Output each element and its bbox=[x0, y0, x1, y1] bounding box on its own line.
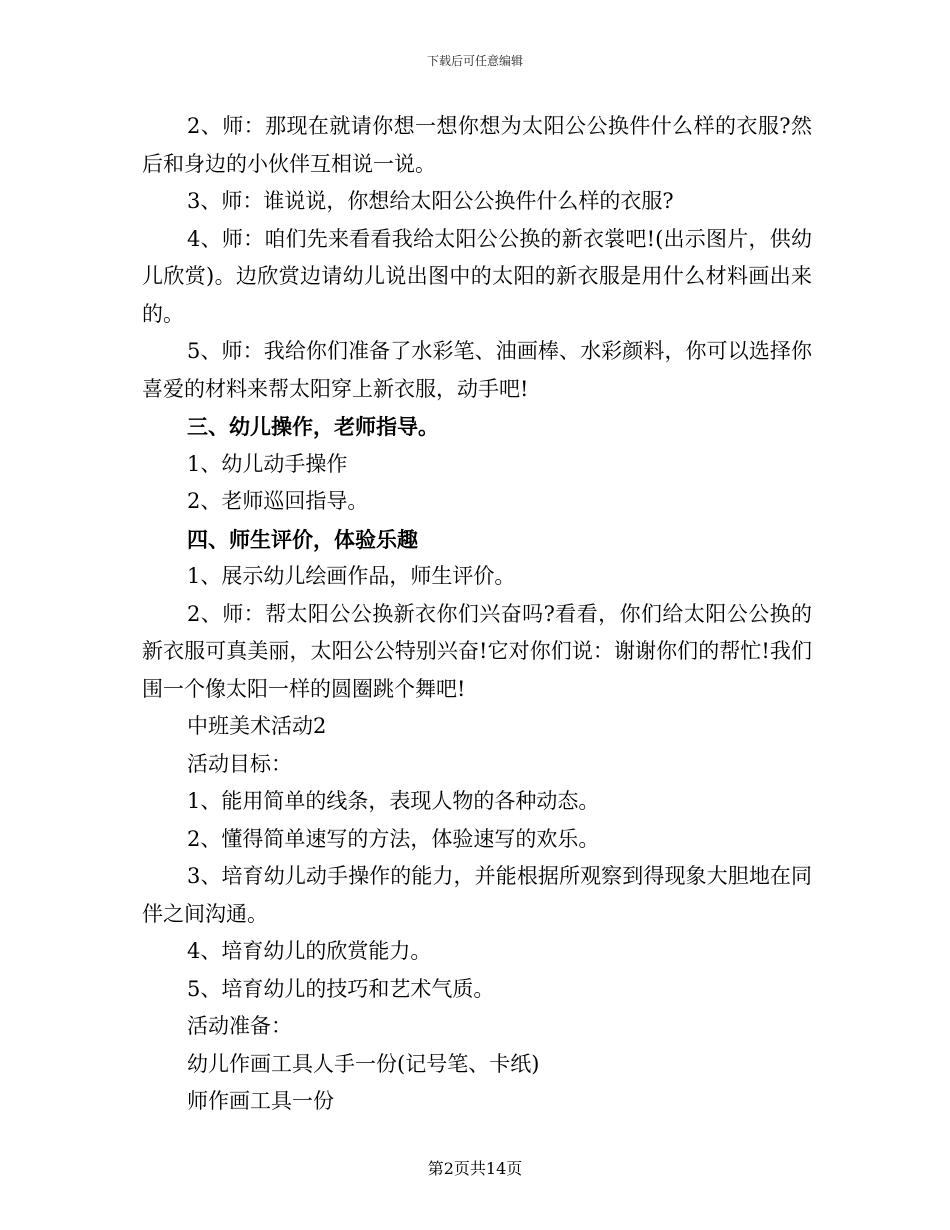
paragraph: 2、老师巡回指导。 bbox=[187, 489, 369, 513]
section-heading: 四、师生评价，体验乐趣 bbox=[187, 526, 418, 552]
paragraph: 2、师：帮太阳公公换新衣你们兴奋吗?看看，你们给太阳公公换的新衣服可真美丽，太阳公公特别兴奋!它对你们说：谢谢你们的帮忙!我们围一个像太阳一样的圆圈跳个舞吧! bbox=[142, 601, 812, 701]
paragraph: 活动目标： bbox=[187, 751, 292, 776]
paragraph: 1、能用简单的线条，表现人物的各种动态。 bbox=[187, 789, 600, 813]
paragraph: 幼儿作画工具人手一份(记号笔、卡纸) bbox=[187, 1051, 540, 1076]
page-header: 下载后可任意编辑 bbox=[426, 54, 523, 68]
paragraph: 1、展示幼儿绘画作品，师生评价。 bbox=[187, 564, 516, 588]
paragraph: 活动准备： bbox=[187, 1014, 292, 1038]
page-footer: 第2页共14页 bbox=[427, 1159, 523, 1178]
paragraph: 2、师：那现在就请你想一想你想为太阳公公换件什么样的衣服?然后和身边的小伙伴互相说一说。 bbox=[142, 114, 812, 176]
paragraph: 1、幼儿动手操作 bbox=[187, 451, 348, 476]
paragraph: 5、培育幼儿的技巧和艺术气质。 bbox=[187, 976, 495, 1001]
paragraph: 3、培育幼儿动手操作的能力，并能根据所观察到得现象大胆地在同伴之间沟通。 bbox=[142, 864, 812, 926]
paragraph: 2、懂得简单速写的方法，体验速写的欢乐。 bbox=[187, 826, 600, 851]
paragraph: 4、培育幼儿的欣赏能力。 bbox=[187, 939, 432, 963]
paragraph: 3、师：谁说说，你想给太阳公公换件什么样的衣服? bbox=[187, 189, 674, 213]
paragraph: 师作画工具一份 bbox=[187, 1089, 334, 1113]
section-heading: 三、幼儿操作，老师指导。 bbox=[187, 414, 439, 439]
document-body bbox=[142, 108, 812, 1121]
subtitle: 中班美术活动2 bbox=[187, 714, 327, 738]
paragraph: 4、师：咱们先来看看我给太阳公公换的新衣裳吧!(出示图片，供幼儿欣赏)。边欣赏边请幼儿说出图中的太阳的新衣服是用什么材料画出来的。 bbox=[142, 226, 812, 326]
paragraph: 5、师：我给你们准备了水彩笔、油画棒、水彩颜料，你可以选择你喜爱的材料来帮太阳穿上新衣服，动手吧! bbox=[142, 339, 812, 401]
